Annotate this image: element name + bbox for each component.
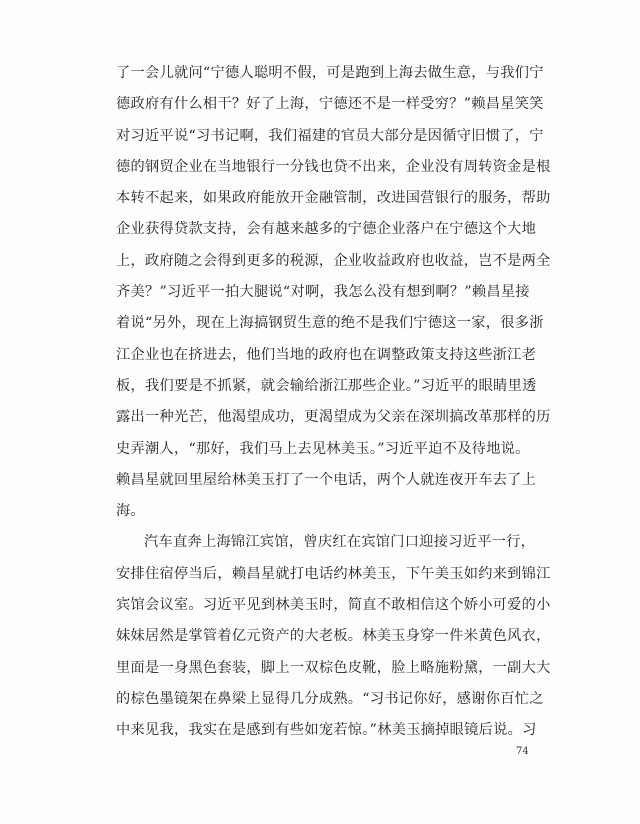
text-line: 露出一种光芒，他渴望成功，更渴望成为父亲在深圳搞改革那样的历	[116, 409, 551, 426]
text-line: 赖昌星就回里屋给林美玉打了一个电话，两个人就连夜开车去了上	[116, 471, 537, 488]
text-line: 着说“另外，现在上海搞钢贸生意的绝不是我们宁德这一家，很多浙	[116, 315, 544, 332]
text-line: 德的钢贸企业在当地银行一分钱也贷不出来，企业没有周转资金是根	[116, 158, 551, 175]
text-line: 里面是一身黑色套装，脚上一双棕色皮靴，脸上略施粉黛，一副大大	[116, 659, 551, 676]
text-line: 海。	[116, 503, 145, 520]
text-line: 上，政府随之会得到更多的税源，企业收益政府也收益，岂不是两全	[116, 252, 551, 269]
text-line: 板，我们要是不抓紧，就会输给浙江那些企业。”习近平的眼睛里透	[116, 377, 537, 394]
text-line: 本转不起来，如果政府能放开金融管制，改进国营银行的服务，帮助	[116, 190, 551, 207]
text-line: 安排住宿停当后，赖昌星就打电话约林美玉，下午美玉如约来到锦江	[116, 565, 551, 582]
page-number: 74	[516, 746, 529, 757]
text-line: 宾馆会议室。习近平见到林美玉时，简直不敢相信这个娇小可爱的小	[116, 597, 551, 614]
text-line: 妹妹居然是掌管着亿元资产的大老板。林美玉身穿一件米黄色风衣，	[116, 628, 551, 645]
text-line: 的棕色墨镜架在鼻梁上显得几分成熟。“习书记你好，感谢你百忙之	[116, 690, 544, 707]
text-line: 了一会儿就问“宁德人聪明不假，可是跑到上海去做生意，与我们宁	[116, 65, 544, 81]
paragraph-1	[116, 58, 551, 527]
text-line: 汽车直奔上海锦江宾馆，曾庆红在宾馆门口迎接习近平一行，	[144, 534, 536, 551]
text-line: 企业获得贷款支持，会有越来越多的宁德企业落户在宁德这个大地	[116, 221, 537, 238]
paragraph-2	[116, 527, 551, 746]
text-line: 齐美？”习近平一拍大腿说“对啊，我怎么没有想到啊？”赖昌星接	[116, 284, 530, 301]
text-line: 史弄潮人，“那好，我们马上去见林美玉。”习近平迫不及待地说。	[116, 440, 530, 457]
text-line: 对习近平说“习书记啊，我们福建的官员大部分是因循守旧惯了，宁	[116, 127, 544, 144]
body-text	[116, 58, 551, 747]
text-line: 江企业也在挤进去，他们当地的政府也在调整政策支持这些浙江老	[116, 346, 537, 363]
text-line: 德政府有什么相干？好了上海，宁德还不是一样受穷？”赖昌星笑笑	[116, 96, 544, 113]
text-line: 中来见我，我实在是感到有些如宠若惊。”林美玉摘掉眼镜后说。习	[116, 722, 537, 739]
